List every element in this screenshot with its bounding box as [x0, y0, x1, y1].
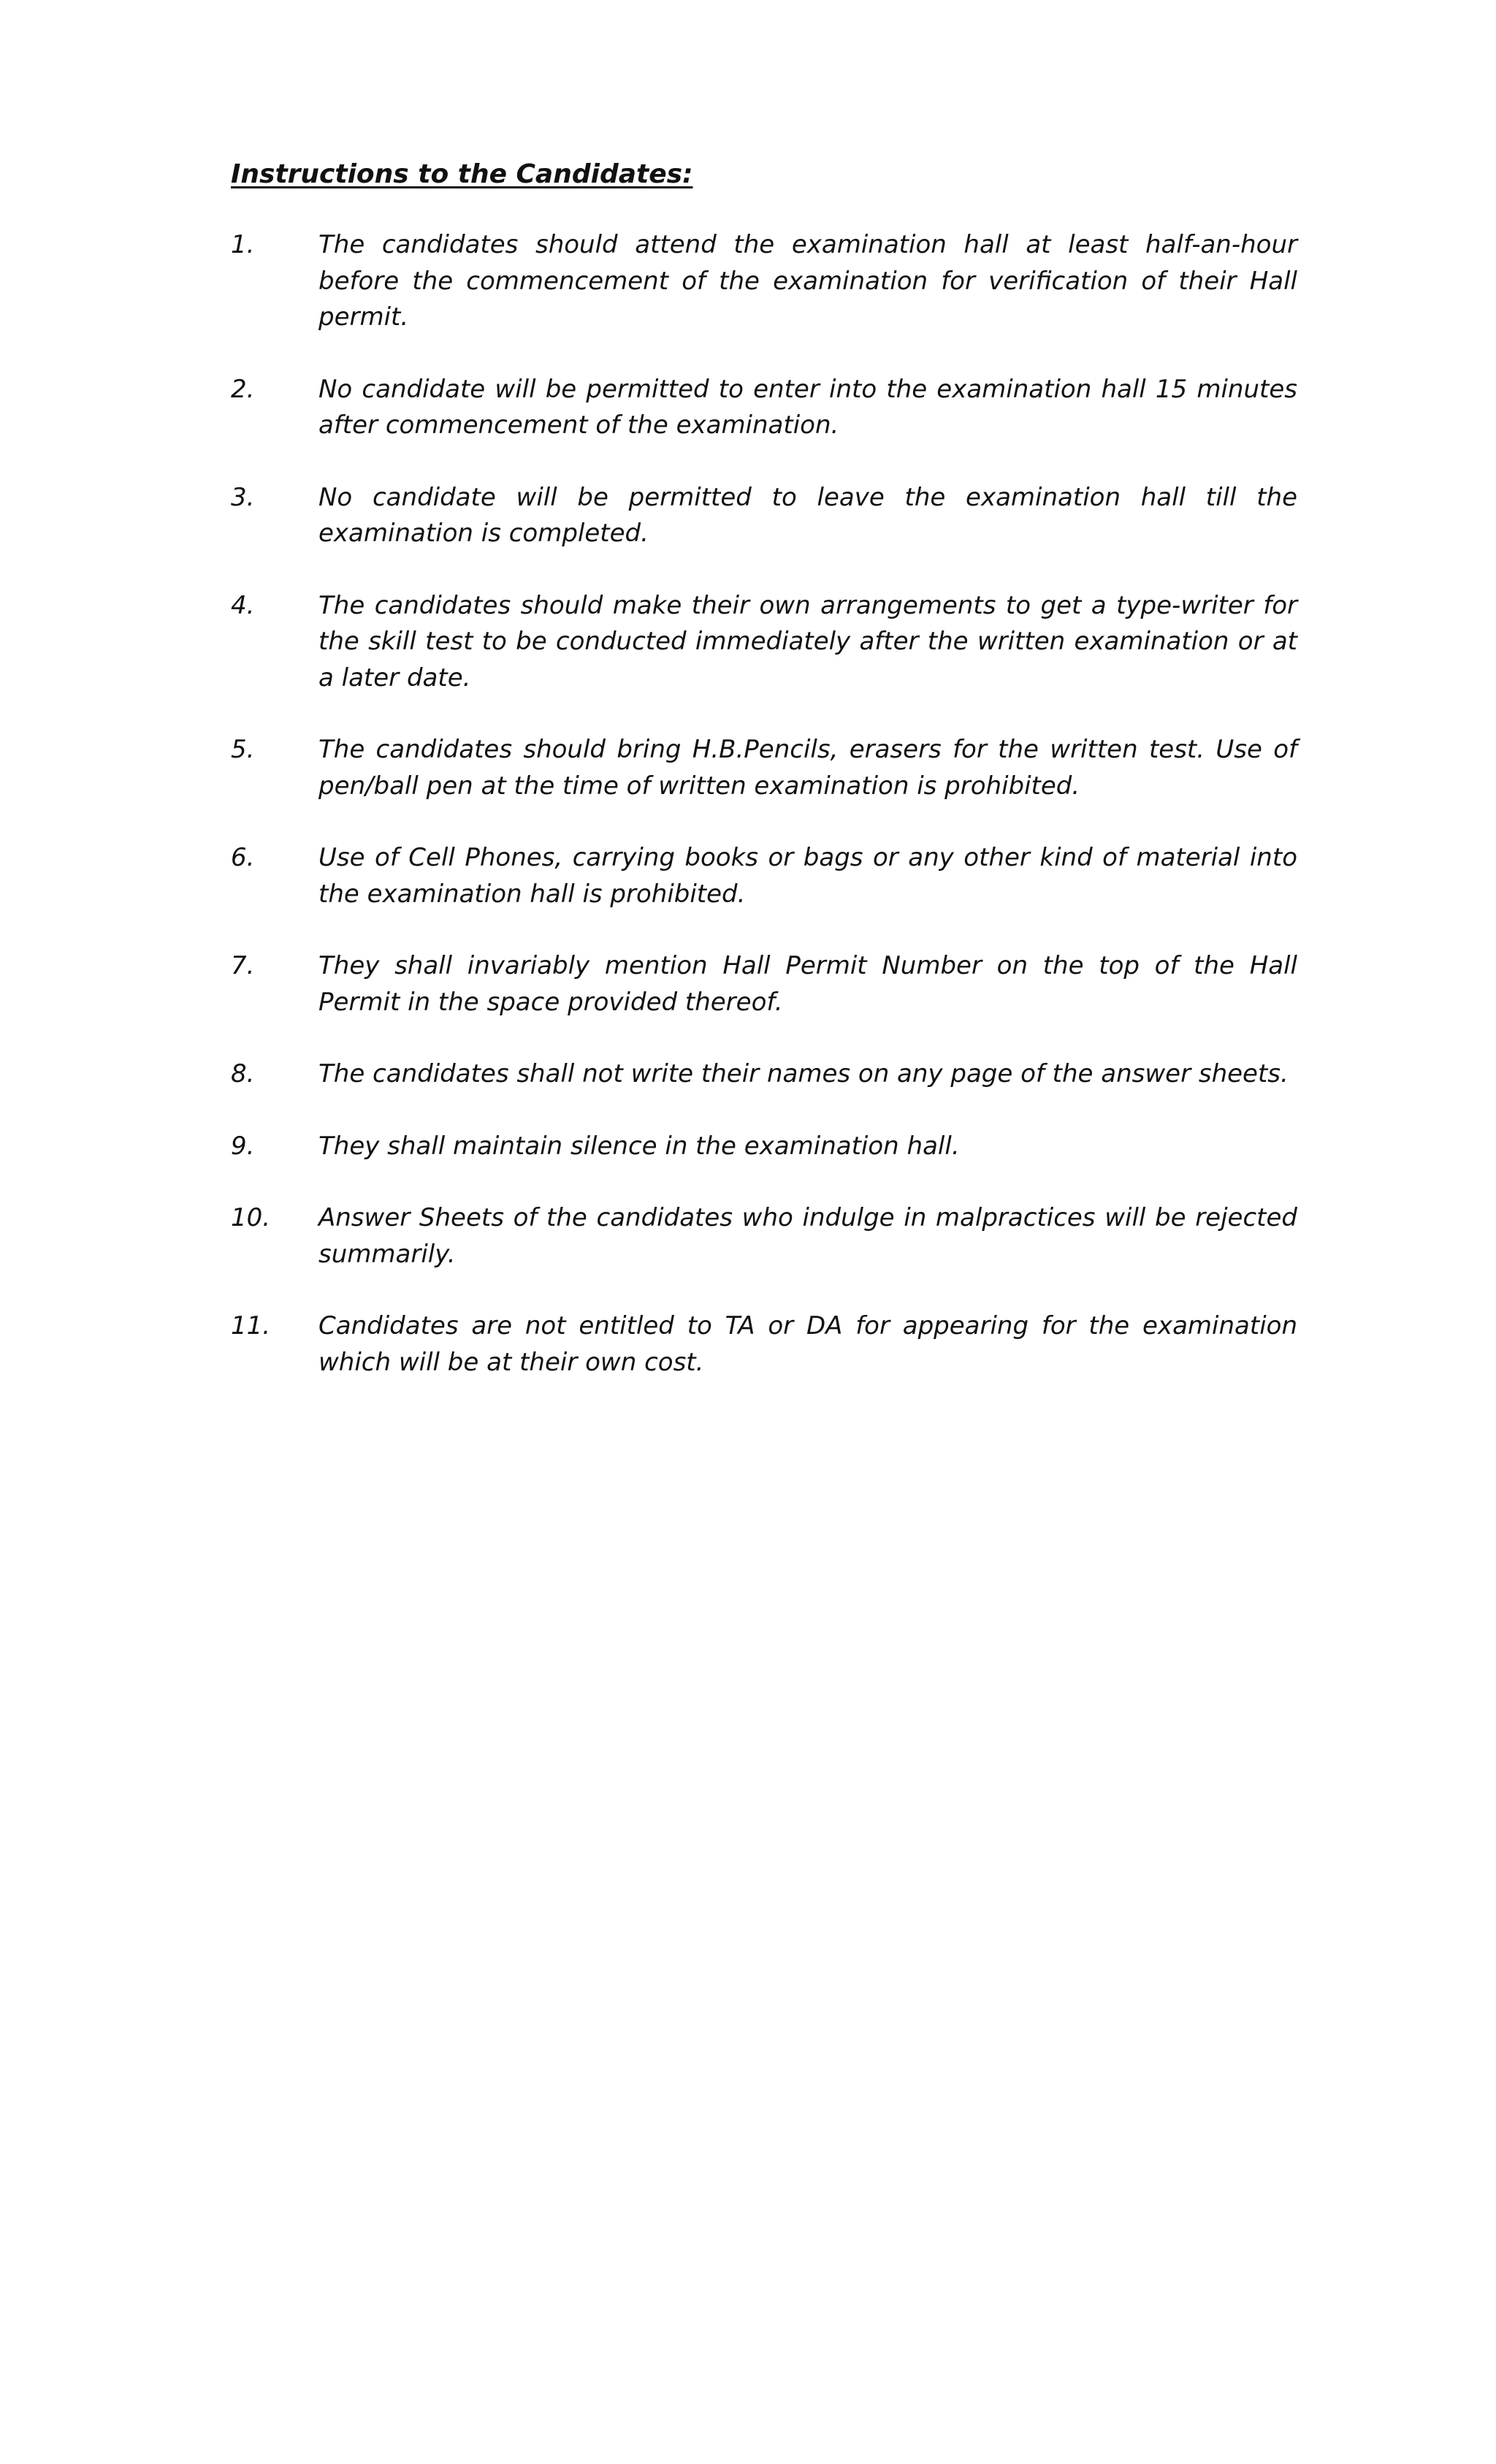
- instruction-text: The candidates should make their own arrangements to get a type-writer for the skill test to be conducted immediately after the written examination or at a later date.: [318, 590, 1297, 693]
- instruction-number: 1.: [231, 230, 255, 259]
- instruction-number: 2.: [231, 374, 255, 404]
- instruction-item-3: [231, 480, 1297, 552]
- instruction-number: 4.: [231, 590, 255, 620]
- instruction-text: Use of Cell Phones, carrying books or bags or any other kind of material into the examination hall is prohibited.: [318, 843, 1297, 909]
- instruction-number: 3.: [231, 482, 255, 512]
- instruction-number: 8.: [231, 1059, 255, 1088]
- instruction-item-5: [231, 732, 1297, 804]
- instruction-text: No candidate will be permitted to enter into the examination hall 15 minutes after commencement of the examination.: [318, 374, 1297, 440]
- instruction-text: They shall maintain silence in the examination hall.: [318, 1131, 960, 1161]
- instruction-number: 5.: [231, 735, 255, 764]
- instructions-list: [231, 227, 1297, 1416]
- instruction-text: They shall invariably mention Hall Permit Number on the top of the Hall Permit in the space provided thereof.: [318, 951, 1297, 1017]
- instruction-text: Answer Sheets of the candidates who indulge in malpractices will be rejected summarily.: [318, 1203, 1297, 1269]
- instruction-item-8: [231, 1056, 1297, 1093]
- instruction-number: 10.: [231, 1203, 271, 1232]
- instruction-text: The candidates should bring H.B.Pencils, erasers for the written test. Use of pen/ball pen at the time of written examination is prohibited.: [318, 735, 1297, 801]
- instruction-item-11: [231, 1308, 1297, 1381]
- instruction-number: 6.: [231, 843, 255, 872]
- instruction-item-4: [231, 588, 1297, 697]
- instruction-text: Candidates are not entitled to TA or DA for appearing for the examination which will be at their own cost.: [318, 1311, 1297, 1377]
- instruction-text: The candidates should attend the examination hall at least half-an-hour before the commencement of the examination for verification of their Hall permit.: [318, 230, 1297, 332]
- instruction-item-1: [231, 227, 1297, 336]
- instruction-item-9: [231, 1129, 1297, 1165]
- instruction-number: 11.: [231, 1311, 271, 1340]
- instruction-number: 7.: [231, 951, 255, 980]
- instruction-item-10: [231, 1200, 1297, 1273]
- instruction-number: 9.: [231, 1131, 255, 1161]
- instruction-item-2: [231, 372, 1297, 444]
- instruction-item-6: [231, 840, 1297, 912]
- instruction-item-7: [231, 948, 1297, 1021]
- instructions-heading: Instructions to the Candidates:: [231, 159, 693, 189]
- instruction-text: No candidate will be permitted to leave the examination hall till the examination is completed.: [318, 482, 1297, 548]
- instruction-text: The candidates shall not write their names on any page of the answer sheets.: [318, 1059, 1289, 1088]
